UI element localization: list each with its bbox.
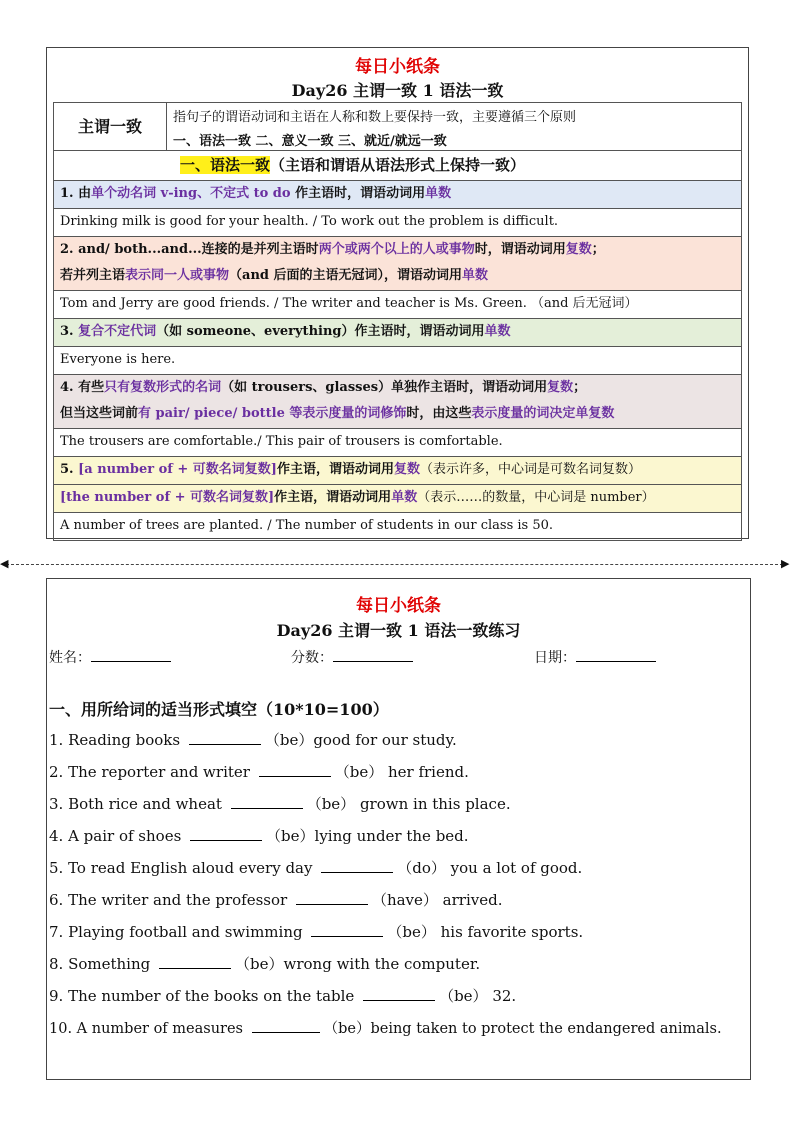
question-1 xyxy=(49,729,457,750)
example-1: Drinking milk is good for your health. / To work out the problem is difficult. xyxy=(53,209,742,237)
rule-2b-key: 表示同一人或事物 xyxy=(125,268,230,283)
score-field xyxy=(291,647,417,667)
question-hint: （be）lying under the bed. xyxy=(266,827,469,845)
date-label: 日期： xyxy=(534,650,576,666)
worksheet-card xyxy=(46,578,751,1080)
cut-line xyxy=(6,564,788,565)
rule-2a-key: 两个或两个以上的人或事物 xyxy=(318,242,475,257)
answer-blank[interactable] xyxy=(252,1018,320,1033)
exercise-heading: 一、用所给词的适当形式填空（10*10=100） xyxy=(49,700,389,719)
question-text: 10. A number of measures xyxy=(49,1021,248,1037)
date-input[interactable] xyxy=(576,647,656,662)
rule-2a-end: ； xyxy=(591,242,605,257)
rule-4a-text2: （如 trousers、glasses）单独作主语时，谓语动词用 xyxy=(221,380,548,395)
rule-2b-text2: （and 后面的主语无冠词），谓语动词用 xyxy=(229,268,463,283)
question-text: 6. The writer and the professor xyxy=(49,891,292,909)
note-title: Day26 主谓一致 1 语法一致 xyxy=(291,81,504,100)
question-text: 5. To read English aloud every day xyxy=(49,859,318,877)
rule-4a-text: 4. 有些 xyxy=(60,380,105,395)
concept-row xyxy=(53,102,742,151)
rule-1-text: 1. 由 xyxy=(60,186,92,201)
question-text: 4. A pair of shoes xyxy=(49,827,187,845)
rule-4b-key: 有 pair/ piece/ bottle 等表示度量的词修饰 xyxy=(138,406,407,421)
rule-5a-note: （表示许多，中心词是可数名词复数） xyxy=(420,462,642,477)
rule-4b-text2: 时，由这些 xyxy=(406,406,472,421)
example-3: Everyone is here. xyxy=(53,347,742,375)
grammar-note-card xyxy=(46,47,749,539)
question-hint: （be） 32. xyxy=(439,987,517,1005)
rule-1-answer: 单数 xyxy=(425,186,452,201)
arrow-right-icon: ▶ xyxy=(781,557,790,570)
question-text: 9. The number of the books on the table xyxy=(49,987,360,1005)
answer-blank[interactable] xyxy=(190,826,262,841)
arrow-left-icon: ◀ xyxy=(0,557,9,570)
question-hint: （be）being taken to protect the endangered animals. xyxy=(323,1021,722,1037)
rule-2a-text2: 时，谓语动词用 xyxy=(474,242,566,257)
section-heading-rest: （主语和谓语从语法形式上保持一致） xyxy=(270,156,526,174)
question-10 xyxy=(49,1017,722,1038)
question-hint: （be） his favorite sports. xyxy=(387,923,584,941)
answer-blank[interactable] xyxy=(259,762,331,777)
rule-2 xyxy=(53,237,742,291)
answer-blank[interactable] xyxy=(189,730,261,745)
concept-definition: 指句子的谓语动词和主语在人称和数上要保持一致，主要遵循三个原则 xyxy=(173,110,577,125)
rule-4a-key: 只有复数形式的名词 xyxy=(104,380,222,395)
section-heading-highlight: 一、语法一致 xyxy=(180,156,271,174)
rule-4a-answer: 复数 xyxy=(547,380,574,395)
question-9 xyxy=(49,985,516,1006)
rule-5b-answer: 单数 xyxy=(391,490,418,505)
name-input[interactable] xyxy=(91,647,171,662)
question-8 xyxy=(49,953,480,974)
answer-blank[interactable] xyxy=(231,794,303,809)
question-6 xyxy=(49,889,502,910)
rule-5a-text: 5. xyxy=(60,462,79,477)
rule-4b-text: 但当这些词前 xyxy=(60,406,139,421)
rule-5a-key: [a number of + 可数名词复数] xyxy=(78,462,277,477)
question-text: 3. Both rice and wheat xyxy=(49,795,227,813)
concept-label: 主谓一致 xyxy=(54,103,167,150)
rule-4b-answer: 表示度量的词决定单复数 xyxy=(471,406,615,421)
note-banner: 每日小纸条 xyxy=(355,57,440,77)
question-hint: （have） arrived. xyxy=(371,891,503,909)
question-text: 7. Playing football and swimming xyxy=(49,923,308,941)
name-label: 姓名： xyxy=(49,650,91,666)
date-field xyxy=(534,647,660,667)
worksheet-banner: 每日小纸条 xyxy=(356,596,441,616)
question-hint: （be）good for our study. xyxy=(264,731,457,749)
rule-3 xyxy=(53,319,742,347)
question-hint: （be） her friend. xyxy=(334,763,469,781)
rule-5b-text: 作主语，谓语动词用 xyxy=(274,490,392,505)
question-hint: （be）wrong with the computer. xyxy=(235,955,481,973)
worksheet-title: Day26 主谓一致 1 语法一致练习 xyxy=(276,621,521,640)
rule-2b-text: 若并列主语 xyxy=(60,268,126,283)
question-hint: （do） you a lot of good. xyxy=(397,859,583,877)
question-7 xyxy=(49,921,583,942)
rule-2a-text: 2. and/ both...and...连接的是并列主语时 xyxy=(60,242,319,257)
question-3 xyxy=(49,793,511,814)
rule-2a-answer: 复数 xyxy=(565,242,592,257)
question-hint: （be） grown in this place. xyxy=(306,795,511,813)
rule-3-text2: （如 someone、everything）作主语时，谓语动词用 xyxy=(156,324,485,339)
rule-1-text2: 作主语时，谓语动词用 xyxy=(290,186,426,201)
rule-3-key: 复合不定代词 xyxy=(78,324,157,339)
rule-1 xyxy=(53,181,742,209)
rule-5b xyxy=(53,485,742,513)
rule-1-key: 单个动名词 v-ing、不定式 to do xyxy=(91,186,291,201)
rule-5a-text2: 作主语，谓语动词用 xyxy=(276,462,394,477)
question-text: 8. Something xyxy=(49,955,156,973)
question-5 xyxy=(49,857,582,878)
rule-5a xyxy=(53,457,742,485)
example-4: The trousers are comfortable./ This pair of trousers is comfortable. xyxy=(53,429,742,457)
rule-3-text: 3. xyxy=(60,324,79,339)
rule-4a-end: ； xyxy=(573,380,587,395)
question-2 xyxy=(49,761,469,782)
rule-5a-answer: 复数 xyxy=(393,462,420,477)
question-text: 2. The reporter and writer xyxy=(49,763,255,781)
question-text: 1. Reading books xyxy=(49,731,185,749)
answer-blank[interactable] xyxy=(311,922,383,937)
name-field xyxy=(49,647,175,667)
rule-3-answer: 单数 xyxy=(484,324,511,339)
example-5: A number of trees are planted. / The number of students in our class is 50. xyxy=(53,513,742,541)
score-input[interactable] xyxy=(333,647,413,662)
answer-blank[interactable] xyxy=(363,986,435,1001)
answer-blank[interactable] xyxy=(159,954,231,969)
answer-blank[interactable] xyxy=(296,890,368,905)
concept-principles: 一、语法一致 二、意义一致 三、就近/就远一致 xyxy=(173,134,447,149)
rule-5b-key: [the number of + 可数名词复数] xyxy=(60,490,275,505)
section-heading xyxy=(53,151,742,181)
example-2: Tom and Jerry are good friends. / The writer and teacher is Ms. Green. （and 后无冠词） xyxy=(53,291,742,319)
score-label: 分数： xyxy=(291,650,333,666)
answer-blank[interactable] xyxy=(321,858,393,873)
question-4 xyxy=(49,825,469,846)
rule-2b-answer: 单数 xyxy=(462,268,489,283)
rule-5b-note: （表示……的数量，中心词是 number） xyxy=(417,490,655,505)
rule-4 xyxy=(53,375,742,429)
